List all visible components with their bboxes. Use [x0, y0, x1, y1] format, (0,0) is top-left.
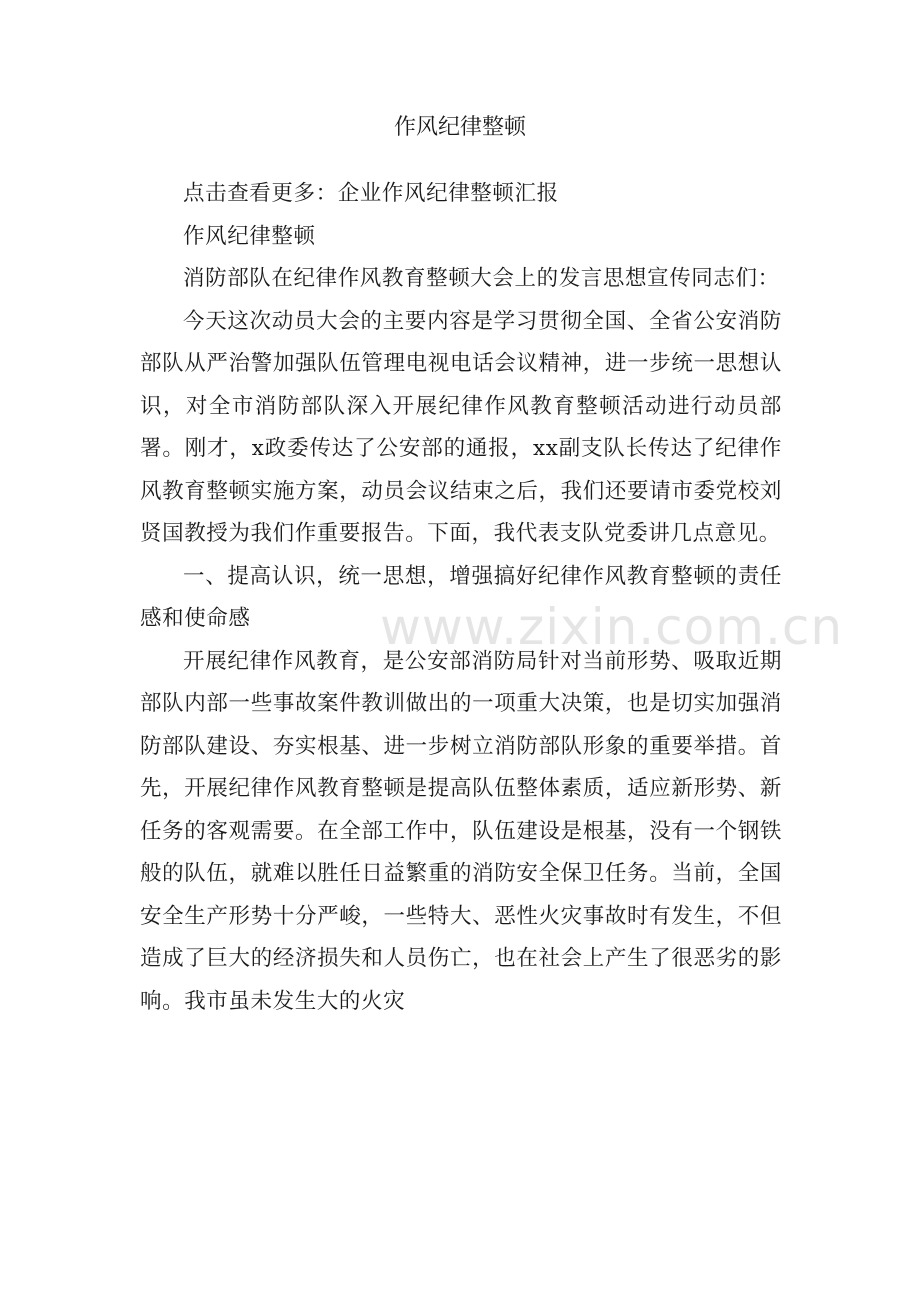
document-body	[140, 173, 782, 1023]
watermark: www.zixin.com.cn	[380, 598, 844, 656]
section-heading-1: 一、提高认识，统一思想，增强搞好纪律作风教育整顿的责任感和使命感	[140, 563, 782, 631]
more-link-paragraph[interactable]: 点击查看更多：企业作风纪律整顿汇报	[183, 181, 559, 206]
salutation-paragraph: 消防部队在纪律作风教育整顿大会上的发言思想宣传同志们：	[183, 266, 780, 291]
intro-paragraph: 今天这次动员大会的主要内容是学习贯彻全国、全省公安消防部队从严治警加强队伍管理电视电话会议精神，进一步统一思想认识，对全市消防部队深入开展纪律作风教育整顿活动进行动员部署。刚才，x政委传达了公安部的通报，xx副支队长传达了纪律作风教育整顿实施方案，动员会议结束之后，我们还要请市委党校刘贤国教授为我们作重要报告。下面，我代表支队党委讲几点意见。	[140, 308, 782, 546]
body-paragraph: 开展纪律作风教育，是公安部消防局针对当前形势、吸取近期部队内部一些事故案件教训做出的一项重大决策，也是切实加强消防部队建设、夯实根基、进一步树立消防部队形象的重要举措。首先，开展纪律作风教育整顿是提高队伍整体素质，适应新形势、新任务的客观需要。在全部工作中，队伍建设是根基，没有一个钢铁般的队伍，就难以胜任日益繁重的消防安全保卫任务。当前，全国安全生产形势十分严峻，一些特大、恶性火灾事故时有发生，不但造成了巨大的经济损失和人员伤亡，也在社会上产生了很恶劣的影响。我市虽未发生大的火灾	[140, 648, 782, 1014]
document-title: 作风纪律整顿	[393, 115, 526, 140]
subtitle-paragraph: 作风纪律整顿	[183, 223, 316, 249]
